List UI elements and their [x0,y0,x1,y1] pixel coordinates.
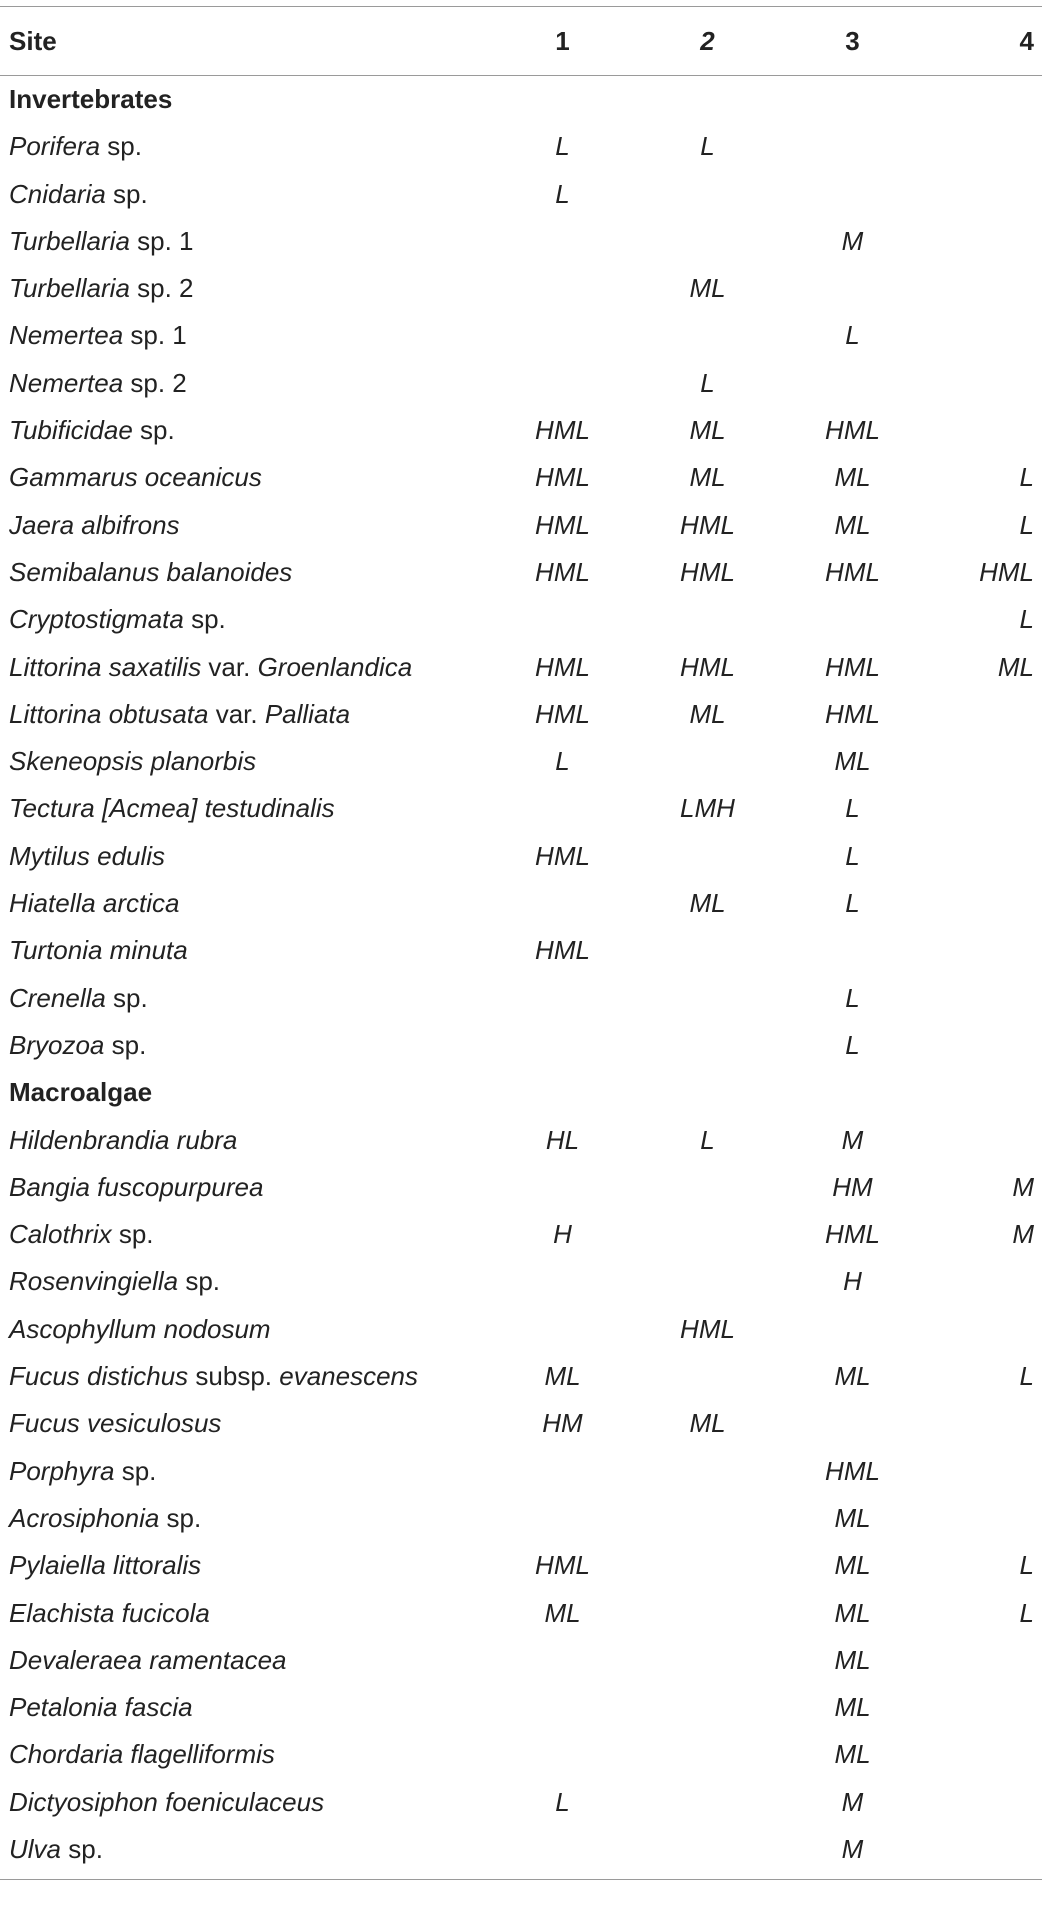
site-4-value [925,265,1042,312]
site-4-value [925,312,1042,359]
table-row [0,1590,1042,1637]
table-row [0,880,1042,927]
site-3-value: M [841,1833,864,1864]
table-row [0,312,1042,359]
species-name-part: sp. [183,604,226,635]
species-name [0,1684,490,1731]
table-row [0,1400,1042,1447]
species-name [0,454,490,501]
site-1-value: L [555,178,570,209]
species-name-part: Hiatella arctica [9,888,180,919]
species-name [0,1211,490,1258]
site-4-value [925,1731,1042,1778]
site-4-value [925,691,1042,738]
species-name-part: Calothrix [9,1219,112,1250]
site-1-value: HML [535,698,590,729]
site-3-value: ML [834,1692,871,1723]
site-4-value [925,880,1042,927]
species-name [0,1826,490,1873]
species-name-part: Bryozoa [9,1029,105,1060]
table-row [0,549,1042,596]
species-name-part: Turbellaria [9,225,130,256]
header-site: Site [9,26,57,56]
site-2-value: L [700,367,715,398]
species-name-part: sp. [178,1266,221,1297]
site-2-value [635,1022,780,1069]
species-name-part: Groenlandica [257,651,413,682]
species-name-part: Palliata [264,698,351,729]
species-name-part: Cryptostigmata [9,604,184,635]
site-3-value: HML [825,1455,880,1486]
site-2-value: ML [689,273,726,304]
site-4-value [925,1826,1042,1873]
site-1-value [490,1448,635,1495]
site-2-value [635,1590,780,1637]
site-2-value: ML [689,1408,726,1439]
site-3-value: ML [834,1550,871,1581]
site-1-value: HL [545,1124,580,1155]
site-3-value: HML [825,651,880,682]
site-1-value [490,975,635,1022]
site-3-value [780,171,925,218]
site-3-value: L [845,982,860,1013]
site-3-value: HML [825,415,880,446]
site-2-value [635,1731,780,1778]
site-4-value: L [1019,604,1034,635]
site-3-value: HM [832,1171,873,1202]
species-name-part: sp. [111,1219,154,1250]
site-1-value: HML [535,509,590,540]
site-2-value [635,1448,780,1495]
table-row [0,1117,1042,1164]
species-name [0,1306,490,1353]
species-name [0,312,490,359]
site-2-value: LMH [680,793,735,824]
table-row [0,1022,1042,1069]
section-label: Macroalgae [9,1077,153,1108]
species-name [0,1779,490,1826]
species-name-part: Tubificidae [9,415,133,446]
site-4-value: L [1019,1361,1034,1392]
species-name-part: sp. [104,1029,147,1060]
table-row [0,1495,1042,1542]
site-4-value [925,360,1042,407]
site-2-value [635,312,780,359]
site-3-value: M [841,1124,864,1155]
species-name-part: sp. 1 [129,225,194,256]
site-4-value: M [1012,1219,1034,1250]
species-name-part: Bangia fuscopurpurea [9,1171,264,1202]
site-1-value: HM [542,1408,583,1439]
species-name [0,1731,490,1778]
species-name-part: subsp. [188,1361,280,1392]
site-4-value [925,123,1042,170]
header-site-1: 1 [555,26,570,56]
species-name-part: Gammarus oceanicus [9,462,262,493]
table-row [0,123,1042,170]
species-name [0,785,490,832]
species-name-part: Turbellaria [9,273,130,304]
section-label: Invertebrates [9,84,173,114]
table-row [0,265,1042,312]
species-name [0,1022,490,1069]
site-2-value: L [700,1124,715,1155]
site-2-value [635,975,780,1022]
site-4-value: L [1019,462,1034,493]
species-name [0,1637,490,1684]
site-2-value [635,171,780,218]
species-name [0,644,490,691]
site-3-value: HML [825,1219,880,1250]
species-name-part: sp. [159,1502,202,1533]
site-3-value: ML [834,746,871,777]
table-row [0,785,1042,832]
site-2-value [635,1258,780,1305]
site-3-value: ML [834,1739,871,1770]
site-2-value [635,218,780,265]
species-name-part: Petalonia fascia [9,1692,193,1723]
site-1-value [490,1731,635,1778]
table-row [0,975,1042,1022]
site-3-value [780,265,925,312]
species-name-part: Pylaiella littoralis [9,1550,202,1581]
site-3-value: H [843,1266,862,1297]
table-row [0,644,1042,691]
site-1-value [490,880,635,927]
table-row [0,1306,1042,1353]
species-name-part: Skeneopsis planorbis [9,746,257,777]
species-name-part: sp. [61,1833,103,1864]
site-3-value [780,927,925,974]
site-2-value [635,1211,780,1258]
site-4-value [925,171,1042,218]
site-1-value [490,1258,635,1305]
species-name [0,123,490,170]
species-name-part: Porifera [9,131,101,162]
site-1-value [490,1164,635,1211]
table-row [0,1779,1042,1826]
site-4-value [925,1306,1042,1353]
species-name-part: sp. [100,131,142,162]
site-2-value: HML [680,509,735,540]
site-2-value [635,1684,780,1731]
species-name [0,975,490,1022]
species-name [0,407,490,454]
site-4-value [925,1400,1042,1447]
site-3-value: L [845,1029,860,1060]
site-4-value: HML [979,556,1034,587]
site-4-value [925,1637,1042,1684]
site-1-value: HML [535,556,590,587]
species-name [0,1400,490,1447]
site-4-value [925,833,1042,880]
table-row [0,407,1042,454]
species-name-part: evanescens [279,1361,419,1392]
site-2-value [635,1353,780,1400]
species-name [0,1448,490,1495]
site-4-value [925,1779,1042,1826]
table-row [0,738,1042,785]
site-3-value: ML [834,1644,871,1675]
site-2-value: HML [680,1313,735,1344]
species-name-part: sp. [114,1455,157,1486]
site-1-value: HML [535,415,590,446]
bottom-rule [0,1879,1042,1880]
species-name-part: Chordaria flagelliformis [9,1739,275,1770]
table-row [0,1258,1042,1305]
species-name [0,1117,490,1164]
table-row [0,218,1042,265]
species-name-part: sp. 1 [123,320,187,351]
species-name [0,1164,490,1211]
site-4-value [925,1258,1042,1305]
species-table [0,7,1042,1873]
site-1-value: ML [544,1361,581,1392]
table-row [0,1731,1042,1778]
site-3-value: HML [825,556,880,587]
species-name-part: sp. [105,178,148,209]
header-site-3: 3 [845,26,860,56]
site-4-value [925,1448,1042,1495]
site-4-value [925,927,1042,974]
species-name [0,1353,490,1400]
table-row [0,171,1042,218]
site-2-value: ML [689,462,726,493]
species-name [0,1258,490,1305]
site-1-value [490,1022,635,1069]
species-name-part: Ascophyllum nodosum [9,1313,271,1344]
species-name [0,360,490,407]
site-1-value: H [553,1219,572,1250]
species-name-part: Elachista fucicola [9,1597,210,1628]
header-site-2: 2 [700,26,715,56]
species-name [0,927,490,974]
table-row [0,1353,1042,1400]
species-name-part: Crenella [9,982,106,1013]
table-body [0,76,1042,1874]
site-1-value [490,1637,635,1684]
site-2-value: ML [689,415,726,446]
species-name-part: var. [201,651,258,682]
species-name-part: Hildenbrandia rubra [9,1124,238,1155]
site-2-value [635,1637,780,1684]
species-name-part: Cnidaria [9,178,106,209]
site-4-value [925,1117,1042,1164]
species-name-part: sp. 2 [123,367,187,398]
table-row [0,1684,1042,1731]
species-name-part: Turtonia minuta [9,935,188,966]
site-1-value [490,596,635,643]
species-name-part: Dictyosiphon foeniculaceus [9,1786,325,1817]
site-2-value: HML [680,556,735,587]
species-name-part: Fucus distichus [9,1361,189,1392]
site-1-value [490,265,635,312]
species-name-part: Ulva [9,1833,62,1864]
site-3-value: M [841,225,864,256]
site-3-value [780,360,925,407]
site-3-value: ML [834,1361,871,1392]
site-3-value: ML [834,462,871,493]
site-4-value [925,1022,1042,1069]
site-1-value: HML [535,651,590,682]
site-4-value [925,738,1042,785]
site-2-value [635,596,780,643]
site-3-value: L [845,320,860,351]
table-row [0,833,1042,880]
species-name [0,596,490,643]
site-4-value [925,407,1042,454]
site-3-value: M [841,1786,864,1817]
site-2-value [635,1164,780,1211]
species-name-part: Nemertea [9,367,124,398]
species-name [0,738,490,785]
table-row [0,454,1042,501]
table-row [0,691,1042,738]
species-name [0,171,490,218]
site-1-value [490,785,635,832]
species-name [0,833,490,880]
species-name-part: Devaleraea ramentacea [9,1644,287,1675]
section-row [0,1069,1042,1116]
species-name-part: Acrosiphonia [9,1502,160,1533]
site-2-value [635,1826,780,1873]
site-3-value [780,596,925,643]
site-1-value: L [555,131,570,162]
site-1-value [490,1306,635,1353]
site-1-value [490,218,635,265]
site-2-value: L [700,131,715,162]
site-3-value [780,1306,925,1353]
site-2-value [635,738,780,785]
table-row [0,1637,1042,1684]
site-1-value: HML [535,1550,590,1581]
site-1-value [490,1495,635,1542]
site-3-value [780,1400,925,1447]
table-row [0,927,1042,974]
site-2-value [635,1779,780,1826]
table-row [0,1826,1042,1873]
site-4-value: L [1019,509,1034,540]
site-1-value: HML [535,462,590,493]
table-row [0,1211,1042,1258]
species-name-part: Littorina obtusata [9,698,209,729]
header-site-4: 4 [1019,26,1034,56]
table-row [0,360,1042,407]
species-name-part: sp. [132,415,175,446]
site-1-value [490,1826,635,1873]
species-name-part: Tectura [Acmea] testudinalis [9,793,335,824]
site-2-value [635,833,780,880]
table-row [0,1542,1042,1589]
site-3-value: L [845,793,860,824]
site-2-value [635,1542,780,1589]
table-row [0,1164,1042,1211]
site-3-value: HML [825,698,880,729]
site-1-value: L [555,746,570,777]
species-name-part: Littorina saxatilis [9,651,202,682]
site-4-value: L [1019,1550,1034,1581]
site-4-value: ML [997,651,1034,682]
species-name-part: Semibalanus balanoides [9,556,293,587]
site-2-value: HML [680,651,735,682]
site-3-value [780,123,925,170]
site-4-value [925,218,1042,265]
species-name [0,1495,490,1542]
species-name-part: Nemertea [9,320,124,351]
site-3-value: ML [834,1502,871,1533]
site-1-value: L [555,1786,570,1817]
site-4-value [925,975,1042,1022]
species-name [0,549,490,596]
section-row [0,76,1042,124]
site-3-value: ML [834,1597,871,1628]
species-name [0,691,490,738]
site-1-value [490,1684,635,1731]
site-3-value: L [845,888,860,919]
site-2-value: ML [689,698,726,729]
species-name [0,1542,490,1589]
site-2-value [635,1495,780,1542]
species-name-part: Jaera albifrons [9,509,180,540]
species-name-part: Fucus vesiculosus [9,1408,222,1439]
species-name-part: sp. 2 [129,273,194,304]
species-name [0,265,490,312]
site-1-value [490,360,635,407]
site-1-value: HML [535,935,590,966]
species-name-part: Mytilus edulis [9,840,166,871]
table-row [0,1448,1042,1495]
site-4-value [925,785,1042,832]
species-name [0,218,490,265]
species-name [0,880,490,927]
species-name-part: sp. [105,982,148,1013]
site-1-value [490,312,635,359]
species-name [0,1590,490,1637]
site-3-value: ML [834,509,871,540]
species-name [0,502,490,549]
site-1-value: ML [544,1597,581,1628]
table-row [0,596,1042,643]
site-3-value: L [845,840,860,871]
site-2-value: ML [689,888,726,919]
species-name-part: Rosenvingiella [9,1266,179,1297]
species-name-part: Porphyra [9,1455,115,1486]
site-4-value: L [1019,1597,1034,1628]
site-1-value: HML [535,840,590,871]
site-2-value [635,927,780,974]
table-row [0,502,1042,549]
site-4-value: M [1012,1171,1034,1202]
header-row [0,7,1042,76]
site-4-value [925,1684,1042,1731]
site-4-value [925,1495,1042,1542]
species-name-part: var. [208,698,265,729]
